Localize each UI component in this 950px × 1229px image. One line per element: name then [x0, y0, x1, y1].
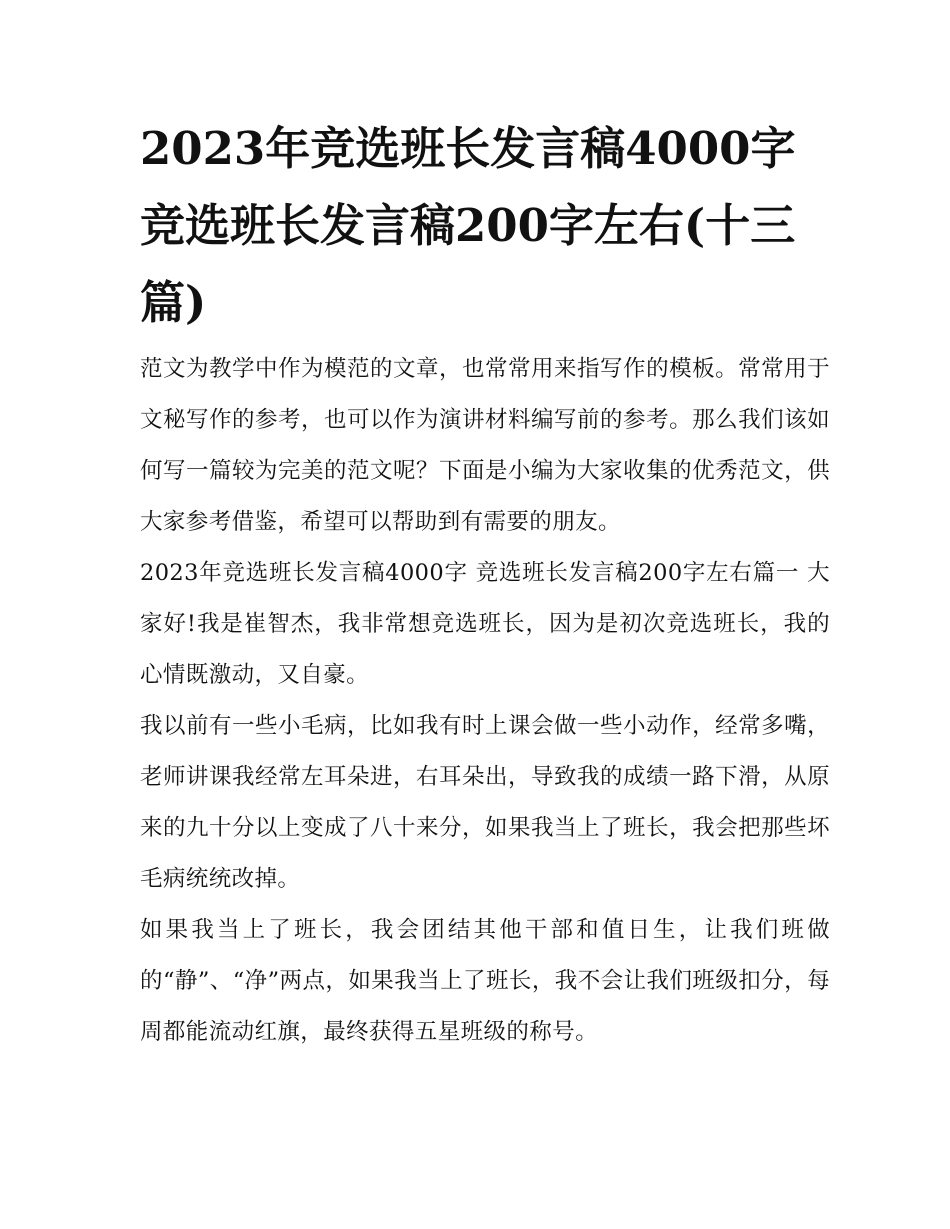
document-page: [140, 110, 830, 1058]
title-block: [140, 110, 830, 341]
paragraph-intro: 范文为教学中作为模范的文章，也常常用来指写作的模板。常常用于文秘写作的参考，也可以作为演讲材料编写前的参考。那么我们该如何写一篇较为完美的范文呢？下面是小编为大家收集的优秀范文，供大家参考借鉴，希望可以帮助到有需要的朋友。: [140, 356, 830, 535]
paragraph-goals: 如果我当上了班长，我会团结其他干部和值日生，让我们班做的“静”、“净”两点，如果我当上了班长，我不会让我们班级扣分，每周都能流动红旗，最终获得五星班级的称号。: [140, 917, 830, 1045]
document-title: 2023年竞选班长发言稿4000字 竞选班长发言稿200字左右(十三篇): [140, 122, 796, 329]
paragraph-heading-greeting: 2023年竞选班长发言稿4000字 竞选班长发言稿200字左右篇一 大家好!我是崔智杰，我非常想竞选班长，因为是初次竞选班长，我的心情既激动，又自豪。: [140, 560, 830, 688]
paragraph-habits: 我以前有一些小毛病，比如我有时上课会做一些小动作，经常多嘴，老师讲课我经常左耳朵进，右耳朵出，导致我的成绩一路下滑，从原来的九十分以上变成了八十来分，如果我当上了班长，我会把那些坏毛病统统改掉。: [140, 713, 830, 892]
